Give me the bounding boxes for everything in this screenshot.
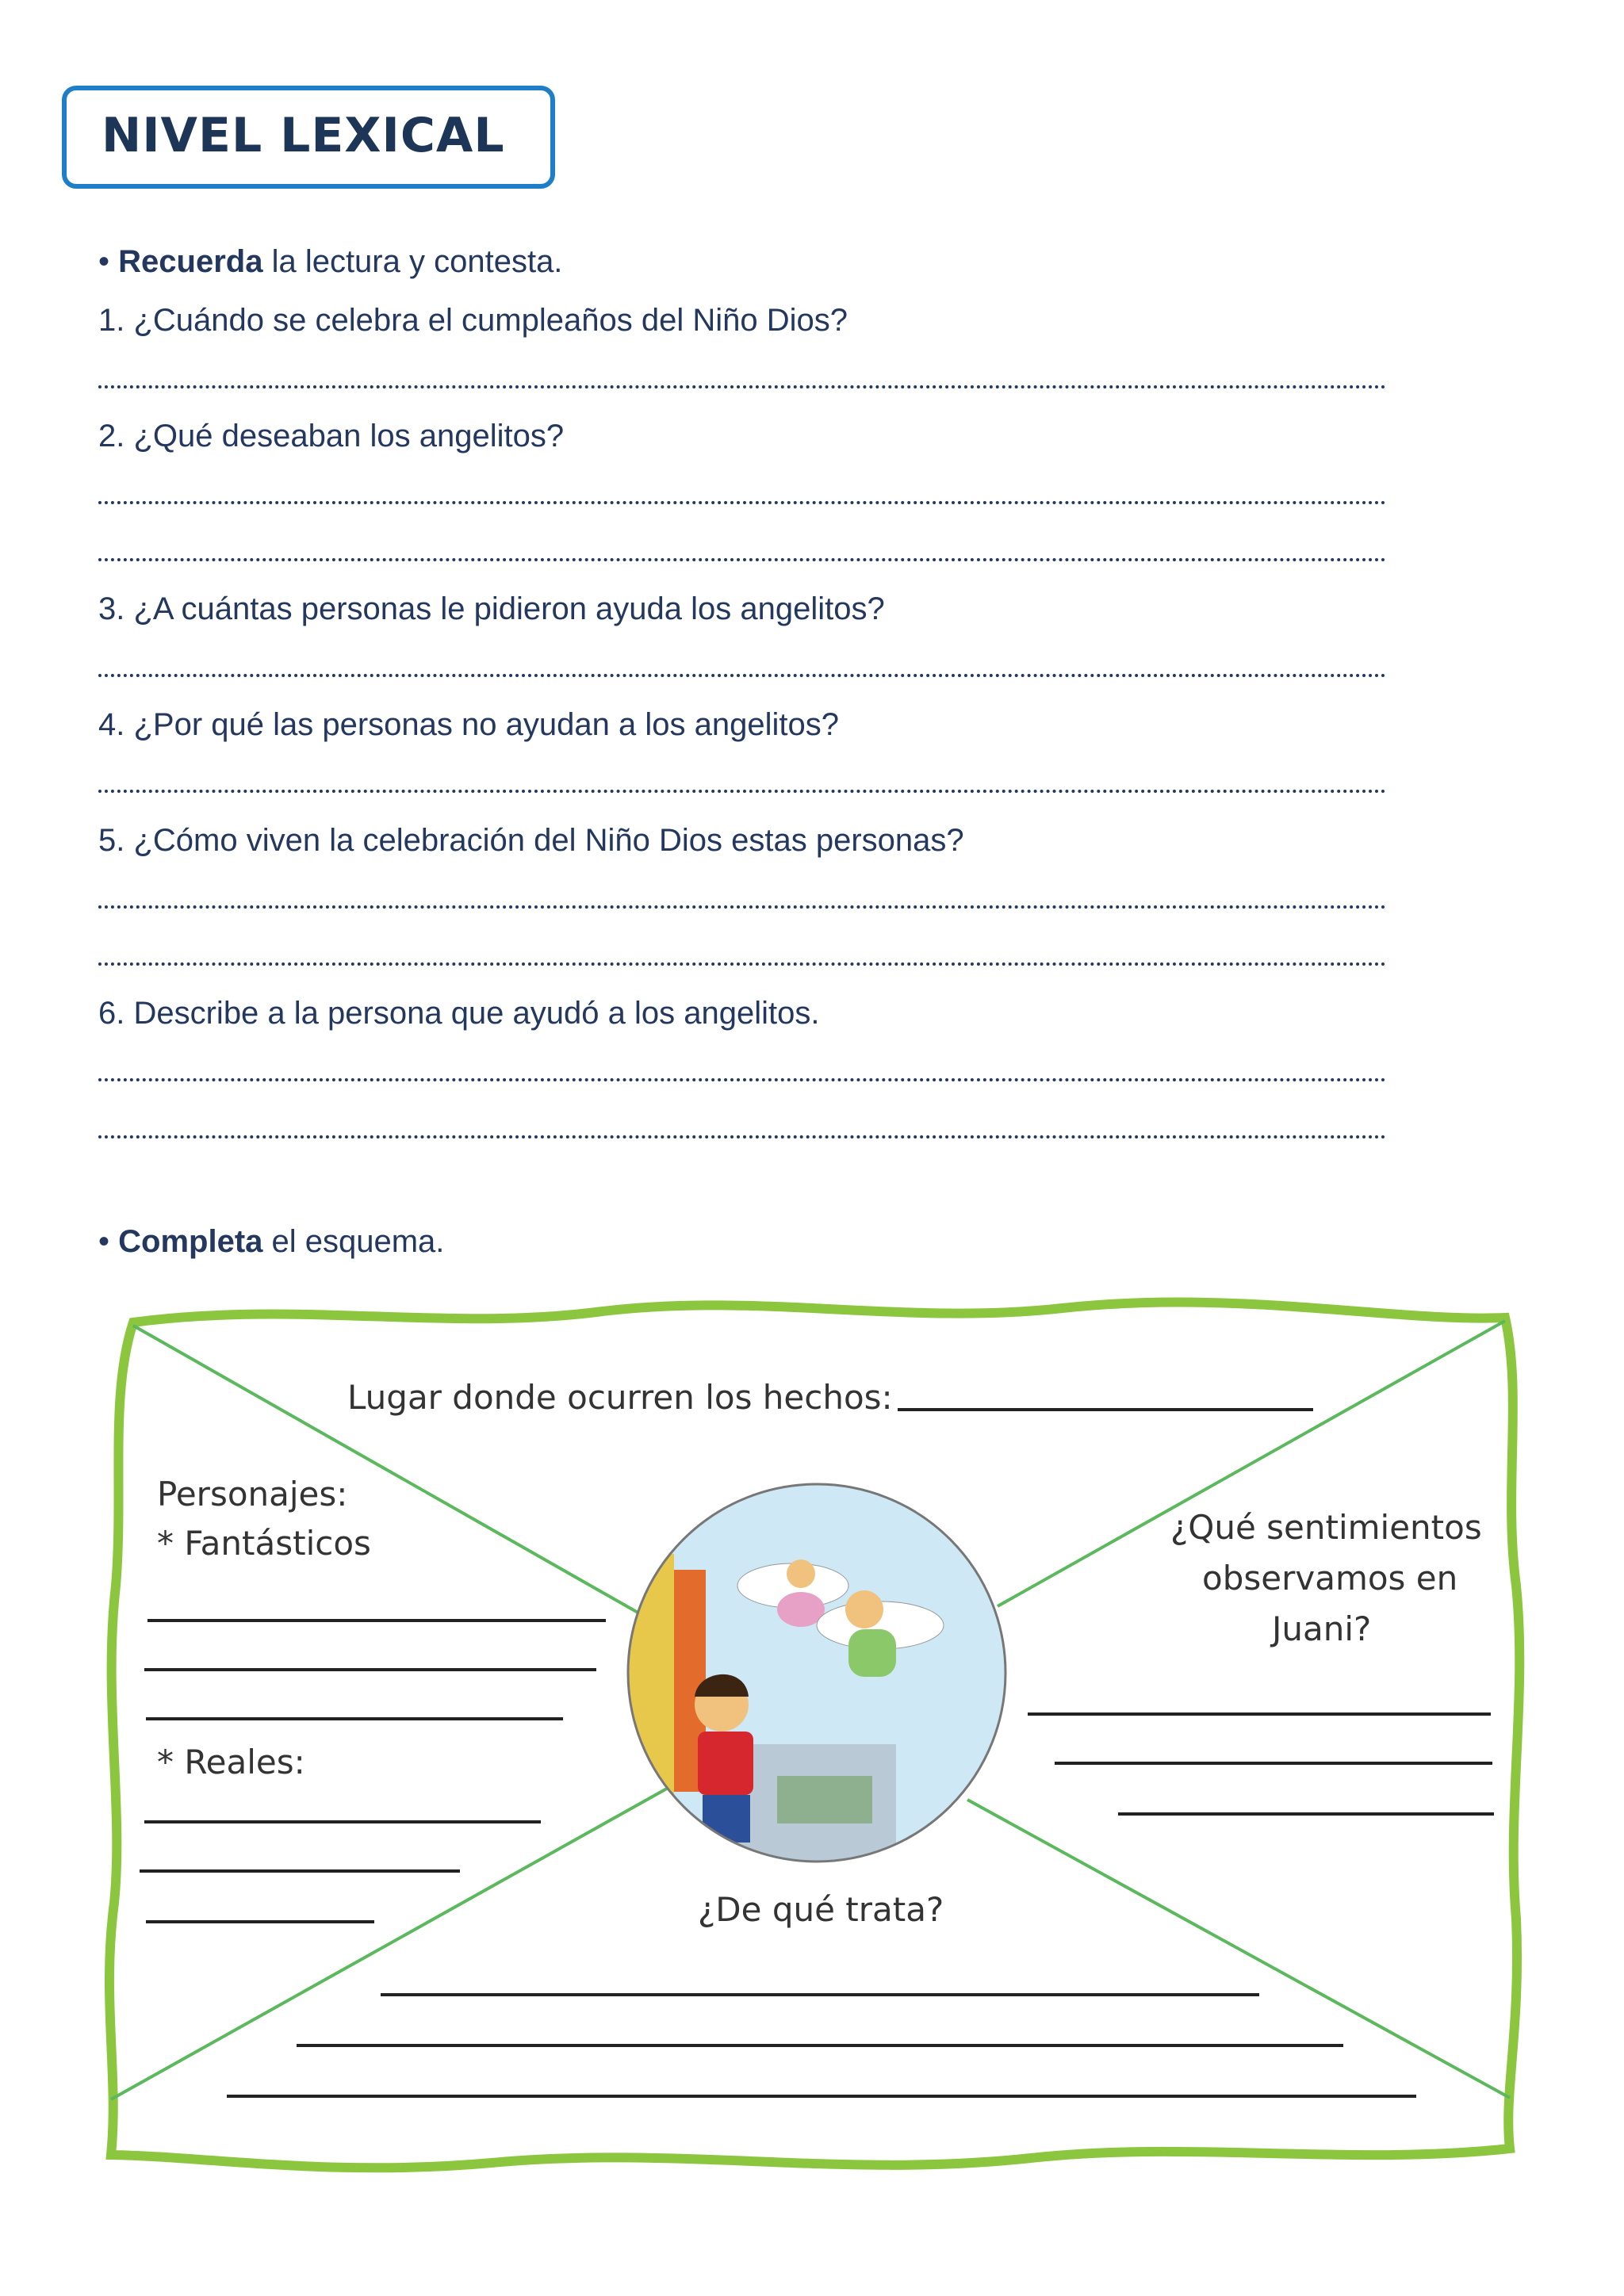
- feelings-answer-line[interactable]: [1028, 1712, 1491, 1716]
- bullet: •: [98, 244, 110, 279]
- real-label: * Reales:: [157, 1743, 305, 1781]
- question-4: 4. ¿Por qué las personas no ayudan a los angelitos?: [98, 707, 839, 742]
- fantastic-answer-line[interactable]: [146, 1717, 563, 1720]
- question-2: 2. ¿Qué deseaban los angelitos?: [98, 419, 565, 453]
- fantastic-answer-line[interactable]: [144, 1668, 596, 1671]
- feelings-answer-line[interactable]: [1055, 1762, 1492, 1765]
- real-answer-line[interactable]: [140, 1869, 460, 1873]
- characters-label: Personajes:: [157, 1475, 348, 1513]
- fantastic-answer-line[interactable]: [147, 1619, 606, 1622]
- instruction-recall-bold: Recuerda: [118, 244, 263, 279]
- bullet: •: [98, 1224, 110, 1259]
- feelings-label-line3: Juani?: [1272, 1609, 1372, 1648]
- real-answer-line[interactable]: [146, 1920, 374, 1923]
- about-answer-line[interactable]: [381, 1993, 1259, 1996]
- instruction-recall-text: la lectura y contesta.: [262, 244, 563, 279]
- feelings-answer-line[interactable]: [1118, 1812, 1494, 1816]
- instruction-complete-bold: Completa: [118, 1224, 263, 1259]
- angels-and-boy-illustration: [626, 1483, 1007, 1863]
- section-title: NIVEL LEXICAL: [102, 108, 505, 163]
- question-6: 6. Describe a la persona que ayudó a los angelitos.: [98, 996, 820, 1031]
- instruction-complete-text: el esquema.: [262, 1224, 445, 1259]
- question-3: 3. ¿A cuántas personas le pidieron ayuda los angelitos?: [98, 591, 885, 626]
- feelings-label-line1: ¿Qué sentimientos: [1170, 1508, 1482, 1547]
- place-label: Lugar donde ocurren los hechos:: [347, 1378, 893, 1417]
- about-answer-line[interactable]: [227, 2095, 1416, 2098]
- real-answer-line[interactable]: [144, 1820, 541, 1823]
- feelings-label-line2: observamos en: [1202, 1559, 1458, 1598]
- about-label: ¿De qué trata?: [698, 1890, 944, 1929]
- fantastic-label: * Fantásticos: [157, 1524, 371, 1563]
- question-5: 5. ¿Cómo viven la celebración del Niño Dios estas personas?: [98, 823, 964, 858]
- place-answer-line[interactable]: [898, 1408, 1313, 1411]
- about-answer-line[interactable]: [297, 2044, 1343, 2047]
- question-1: 1. ¿Cuándo se celebra el cumpleaños del Niño Dios?: [98, 303, 848, 338]
